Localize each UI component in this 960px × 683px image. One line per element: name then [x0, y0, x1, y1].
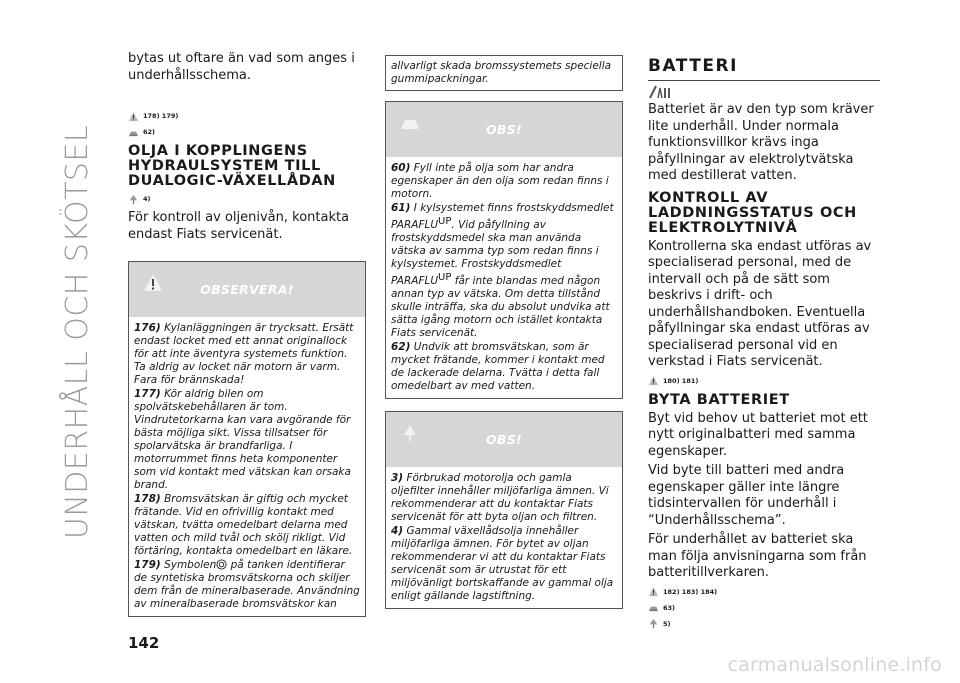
- note-text: Undvik att bromsvätskan, som är mycket frätande, kommer i kontakt med de lackerade delarna. Tvätta i detta fall omedelbart av med vatten.: [391, 341, 605, 392]
- superscript: UP: [438, 216, 452, 227]
- warning-box-title: OBSERVERA!: [200, 282, 294, 297]
- replace-text-1: Byt vid behov ut batteriet mot ett nytt originalbatteri med samma egenskaper.: [648, 410, 868, 459]
- continued-warning-body: allvarligt skada bromssystemets speciella gummipackningar.: [385, 55, 623, 91]
- replace-environment-refs: [648, 618, 880, 630]
- car-caution-icon: [648, 602, 659, 613]
- environment-box-header: [386, 412, 622, 467]
- caution-box-title: OBS!: [485, 122, 523, 137]
- note-3: [391, 472, 617, 524]
- section-heading-dualogic: OLJA I KOPPLINGENS HYDRAULSYSTEM TILL DUALOGIC-VÄXELLÅDAN: [128, 143, 336, 189]
- environment-box: [385, 411, 623, 609]
- warning-box-header: [129, 262, 365, 317]
- warning-box-body: [129, 317, 365, 616]
- replace-environment-refs-label: 5): [663, 619, 671, 628]
- replace-warning-refs: [648, 586, 880, 598]
- replace-battery-heading: BYTA BATTERIET: [648, 391, 790, 408]
- note-number: 60): [391, 162, 411, 174]
- note-text: på tanken identifierar de syntetiska bromsvätskorna och skiljer dem från de mineralbaserade. Användning av mineralbaserade bromsvätskor kan: [134, 559, 360, 610]
- caution-box-header: [386, 102, 622, 157]
- synthetic-brake-fluid-icon: [216, 559, 227, 570]
- note-text: Bromsvätskan är giftig och mycket frätande. Vid en ofrivillig kontakt med vätskan, tvätta omedelbart delarna med vatten och mild tvål och skölj rikligt. Vid förtäring, kontakta omedelbart en läkare.: [134, 493, 353, 557]
- replace-text-2: Vid byte till batteri med andra egenskaper gäller inte längre tidsintervallen för underhåll i “Underhållsschema”.: [648, 463, 845, 528]
- warning-triangle-icon: [648, 375, 659, 386]
- watermark: carmanualsonline.info: [727, 654, 942, 676]
- note-text: . Vid påfyllning av frostskyddsmedel ska man använda vätska av samma typ som redan finns i kylsystemet. Frostskyddsmedlet PARAFLU: [391, 219, 599, 287]
- caution-refs-label: 62): [143, 128, 156, 136]
- note-text: Gammal växellådsolja innehåller miljöfarliga ämnen. För bytet av oljan rekommenderar vi att du kontaktar Fiats servicenät som är utrustat för ett miljövänligt bortskaffande av gammal olja enligt gällande lagstiftning.: [391, 525, 614, 602]
- note-text: I kylsystemet finns frostskyddsmedlet PARAFLU: [391, 202, 614, 231]
- caution-box-body: [386, 157, 622, 398]
- warning-triangle-icon: [648, 586, 659, 597]
- battery-intro: Batteriet är av den typ som kräver lite underhåll. Under normala funktionsvillkor krävs inga påfyllningar av elektrolytvätska med destillerat vatten.: [648, 102, 874, 183]
- note-number: 3): [391, 472, 404, 484]
- note-number: 179): [134, 559, 161, 571]
- section-side-title: UNDERHÅLL OCH SKÖTSEL: [60, 124, 95, 540]
- car-caution-icon: [128, 127, 139, 138]
- note-number: 178): [134, 493, 161, 505]
- replace-caution-refs: [648, 602, 880, 614]
- environment-tree-icon: [128, 194, 139, 205]
- note-number: 62): [391, 341, 411, 353]
- note-178: [134, 493, 360, 558]
- note-text: Kör aldrig bilen om spolvätskebehållaren är tom. Vindrutetorkarna kan vara avgörande för bästa möjliga sikt. Vissa tillsatser för spolarvätska är brandfarliga. I motorrummet finns heta komponenter som vid kontakt med vätskan kan orsaka brand.: [134, 388, 351, 491]
- dualogic-text: För kontroll av oljenivån, kontakta endast Fiats servicenät.: [128, 210, 350, 242]
- note-text: Symbolen: [164, 559, 217, 571]
- note-number: 4): [391, 525, 404, 537]
- note-4: [391, 525, 617, 603]
- note-62: [391, 341, 617, 393]
- warning-triangle-icon: [128, 111, 139, 122]
- note-177: [134, 388, 360, 492]
- note-176: [134, 322, 360, 387]
- environment-box-title: OBS!: [485, 432, 523, 447]
- column-middle: [385, 55, 623, 609]
- note-text: Förbrukad motorolja och gamla oljefilter innehåller miljöfarliga ämnen. Vi rekommenderar att du kontaktar Fiats servicenät för att byta oljan och filtren.: [391, 472, 609, 523]
- superscript: UP: [438, 272, 452, 283]
- page-number: 142: [128, 634, 160, 652]
- column-right: [648, 56, 880, 634]
- caution-box: [385, 101, 623, 399]
- note-number: 177): [134, 388, 161, 400]
- replace-text-3: För underhållet av batteriet ska man följa anvisningarna som från batteritillverkaren.: [648, 532, 867, 580]
- car-caution-icon: [400, 113, 420, 133]
- note-text: Kylanläggningen är trycksatt. Ersätt endast locket med ett annat originallock för att inte äventyra systemets funktion. Ta aldrig av locket när motorn är varm. Fara för brännskada!: [134, 322, 354, 386]
- charge-status-text: Kontrollerna ska endast utföras av specialiserad personal, med de intervall och på de sätt som beskrivs i drift- och underhållshandboken. Eventuella påfyllningar ska endast utföras av specialiserad personal vid en verkstad i Fiats servicenät.: [648, 238, 872, 369]
- warning-triangle-icon: [143, 273, 163, 293]
- environment-tree-icon: [400, 423, 420, 443]
- environment-tree-icon: [648, 618, 659, 629]
- warning-refs: [128, 110, 366, 122]
- caution-refs: [128, 126, 366, 138]
- environment-refs-label: 4): [143, 195, 151, 203]
- battery-warning-refs: [648, 375, 880, 387]
- intro-text: bytas ut oftare än vad som anges i underhållsschema.: [128, 51, 355, 83]
- note-number: 61): [391, 202, 411, 214]
- warning-refs-label: 178) 179): [143, 112, 179, 120]
- environment-refs: [128, 193, 366, 205]
- replace-warning-refs-label: 182) 183) 184): [663, 587, 718, 596]
- note-number: 176): [134, 322, 161, 334]
- note-179: [134, 559, 360, 611]
- replace-caution-refs-label: 63): [663, 603, 676, 612]
- battery-warning-refs-label: 180) 181): [663, 376, 699, 385]
- note-text: Fyll inte på olja som har andra egenskaper än den olja som redan finns i motorn.: [391, 162, 609, 200]
- environment-box-body: [386, 467, 622, 608]
- note-text: får inte blandas med någon annan typ av vätska. Om detta tillstånd skulle inträffa, ska du absolut undvika att sätta igång motorn och istället kontakta Fiats servicenät.: [391, 275, 610, 339]
- battery-heading: BATTERI: [648, 56, 880, 81]
- warning-box: [128, 261, 366, 617]
- battery-tools-icon: [648, 84, 672, 100]
- charge-status-heading: KONTROLL AV LADDNINGSSTATUS OCH ELEKTROLYTNIVÅ: [648, 189, 857, 236]
- note-60: [391, 162, 617, 201]
- note-61: [391, 202, 617, 340]
- column-left: [128, 50, 366, 617]
